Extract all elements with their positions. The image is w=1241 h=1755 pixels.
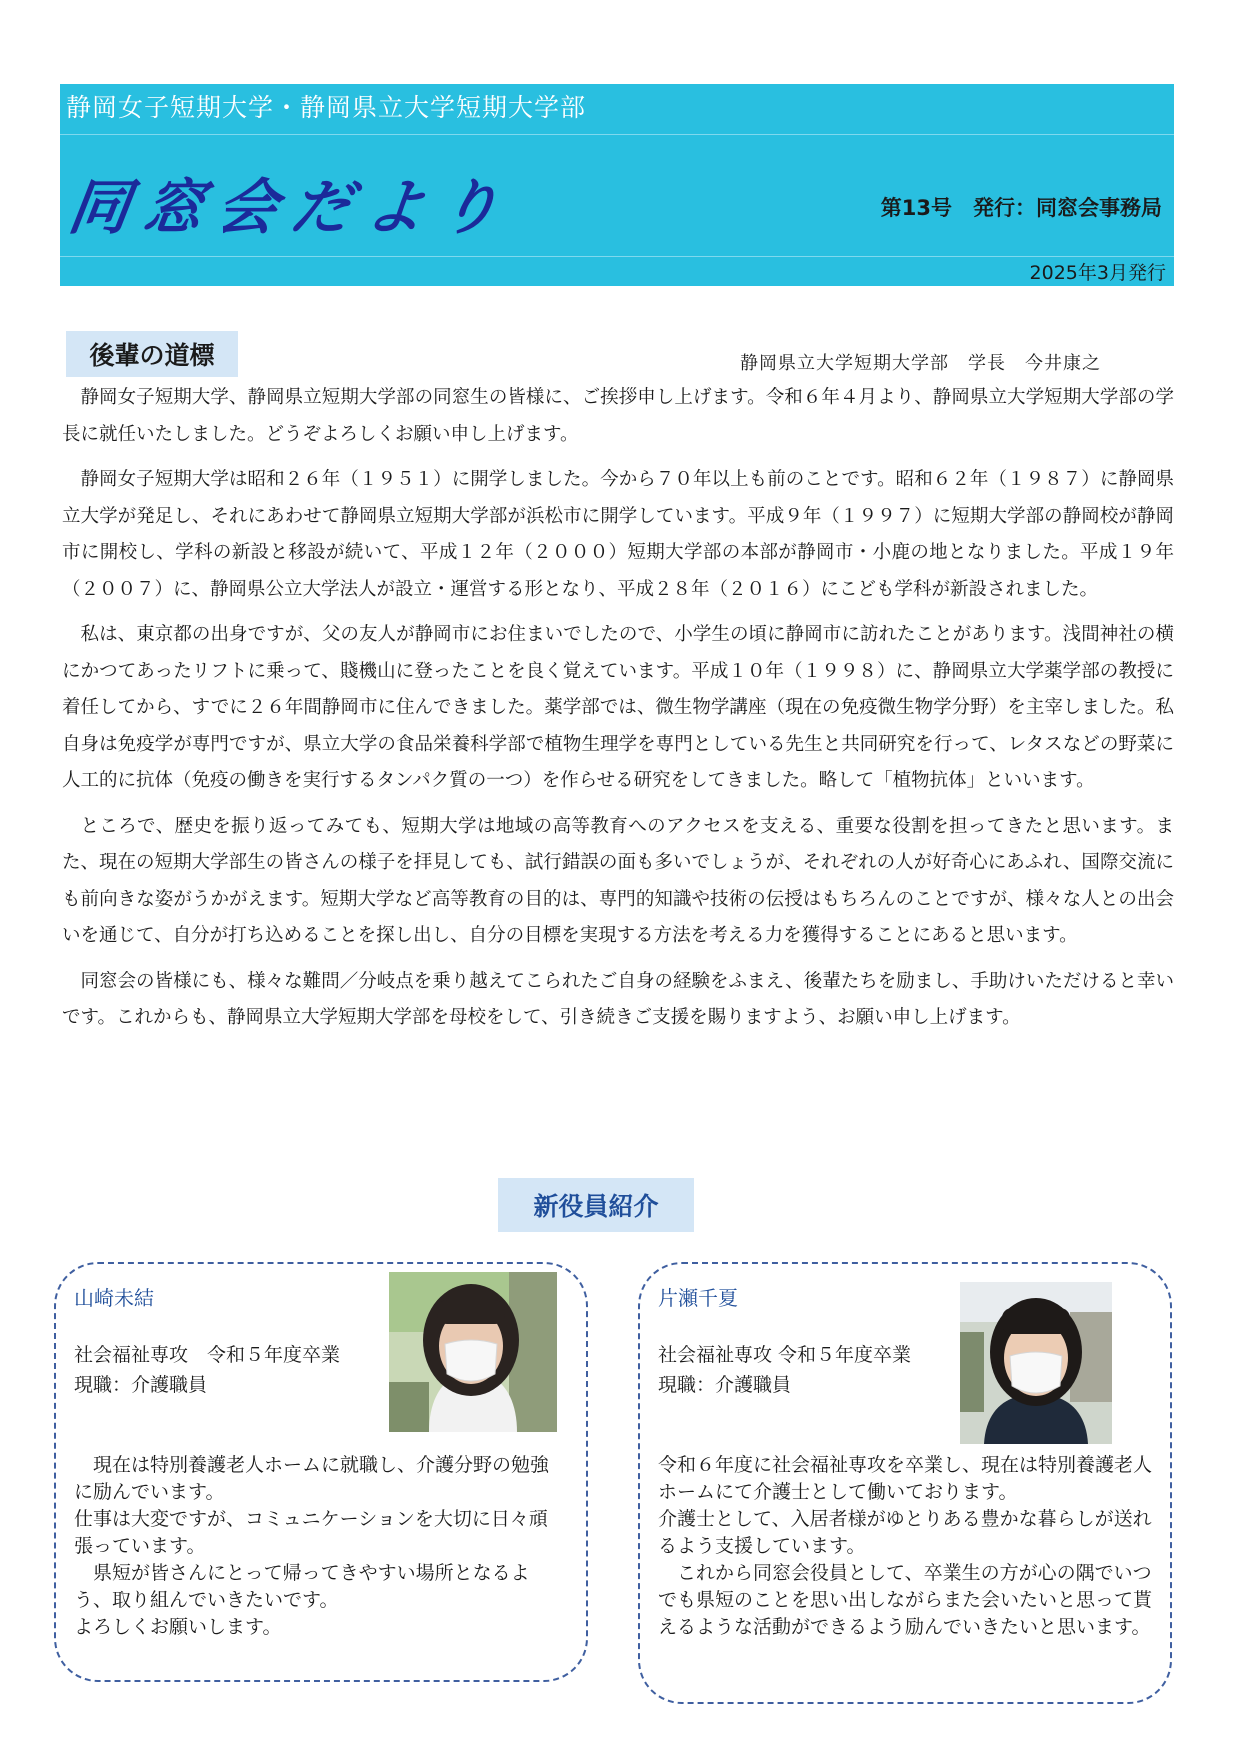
officer-major: 社会福祉専攻 令和５年度卒業 [658,1344,912,1366]
officer-name: 山崎未結 [74,1286,154,1310]
article-paragraph: 静岡女子短期大学、静岡県立短期大学部の同窓生の皆様に、ご挨拶申し上げます。令和６年４月より、静岡県立大学短期大学部の学長に就任いたしました。どうぞよろしくお願い申し上げます。 [62,387,1174,445]
article-paragraph: 同窓会の皆様にも、様々な難問／分岐点を乗り越えてこられたご自身の経験をふまえ、後輩たちを励まし、手助けいただけると幸いです。これからも、静岡県立大学短期大学部を母校をして、引き続きご支援を賜りますよう、お願い申し上げます。 [62,970,1174,1028]
issue-info: 第13号 発行：同窓会事務局 [880,196,1162,220]
article-body [62,380,1174,1046]
officer-photo [960,1282,1128,1444]
header-subtitle: 静岡女子短期大学・静岡県立大学短期大学部 [66,93,587,122]
officer-major: 社会福祉専攻 令和５年度卒業 [74,1344,341,1366]
article-paragraph: 静岡女子短期大学は昭和２６年（１９５１）に開学しました。今から７０年以上も前のことです。昭和６２年（１９８７）に静岡県立大学が発足し、それにあわせて静岡県立短期大学部が浜松市に開学しています。平成９年（１９９７）に短期大学部の静岡校が静岡市に開校し、学科の新設と移設が続いて、平成１２年（２０００）短期大学部の本部が静岡市・小鹿の地となりました。平成１９年（２００７）に、静岡県公立大学法人が設立・運営する形となり、平成２８年（２０１６）にこども学科が新設されました。 [62,469,1174,600]
newsletter-title: 同窓会だより [64,173,519,243]
article-author: 静岡県立大学短期大学部 学長 今井康之 [740,353,1101,374]
officers-heading: 新役員紹介 [498,1178,694,1232]
officer-name: 片瀬千夏 [658,1286,738,1310]
article-heading: 後輩の道標 [66,331,238,377]
officer-job: 現職：介護職員 [658,1374,792,1396]
officer-photo [389,1272,557,1432]
article-paragraph: ところで、歴史を振り返ってみても、短期大学は地域の高等教育へのアクセスを支える、重要な役割を担ってきたと思います。また、現在の短期大学部生の皆さんの様子を拝見しても、試行錯誤の面も多いでしょうが、それぞれの人が好奇心にあふれ、国際交流にも前向きな姿がうかがえます。短期大学など高等教育の目的は、専門的知識や技術の伝授はもちろんのことですが、様々な人との出会いを通じて、自分が打ち込めることを探し出し、自分の目標を実現する方法を考える力を獲得することにあると思います。 [62,815,1174,946]
banner-rule [60,256,1174,257]
officer-message: 令和６年度に社会福祉専攻を卒業し、現在は特別養護老人ホームにて介護士として働いております。 介護士として、入居者様がゆとりある豊かな暮らしが送れるよう支援しています。 これから同窓会役員として、卒業生の方が心の隅でいつでも県短のことを思い出しながらまた会いたいと思って貰えるような活動ができるよう励んでいきたいと思います。 [658,1454,1153,1638]
article-paragraph: 私は、東京都の出身ですが、父の友人が静岡市にお住まいでしたので、小学生の頃に静岡市に訪れたことがあります。浅間神社の横にかつてあったリフトに乗って、賤機山に登ったことを良く覚えています。平成１０年（１９９８）に、静岡県立大学薬学部の教授に着任してから、すでに２６年間静岡市に住んできました。薬学部では、微生物学講座（現在の免疫微生物学分野）を主宰しました。私自身は免疫学が専門ですが、県立大学の食品栄養科学部で植物生理学を専門としている先生と共同研究を行って、レタスなどの野菜に人工的に抗体（免疫の働きを実行するタンパク質の一つ）を作らせる研究をしてきました。略して「植物抗体」といいます。 [62,624,1174,791]
header-banner [60,84,1174,286]
officer-message: 現在は特別養護老人ホームに就職し、介護分野の勉強に励んでいます。 仕事は大変ですが、コミュニケーションを大切に日々頑張っています。 県短が皆さんにとって帰ってきやすい場所となるよう、取り組んでいきたいです。 よろしくお願いします。 [74,1454,550,1638]
issue-date: 2025年3月発行 [1029,262,1166,284]
officer-job: 現職：介護職員 [74,1374,208,1396]
banner-rule [60,134,1174,135]
